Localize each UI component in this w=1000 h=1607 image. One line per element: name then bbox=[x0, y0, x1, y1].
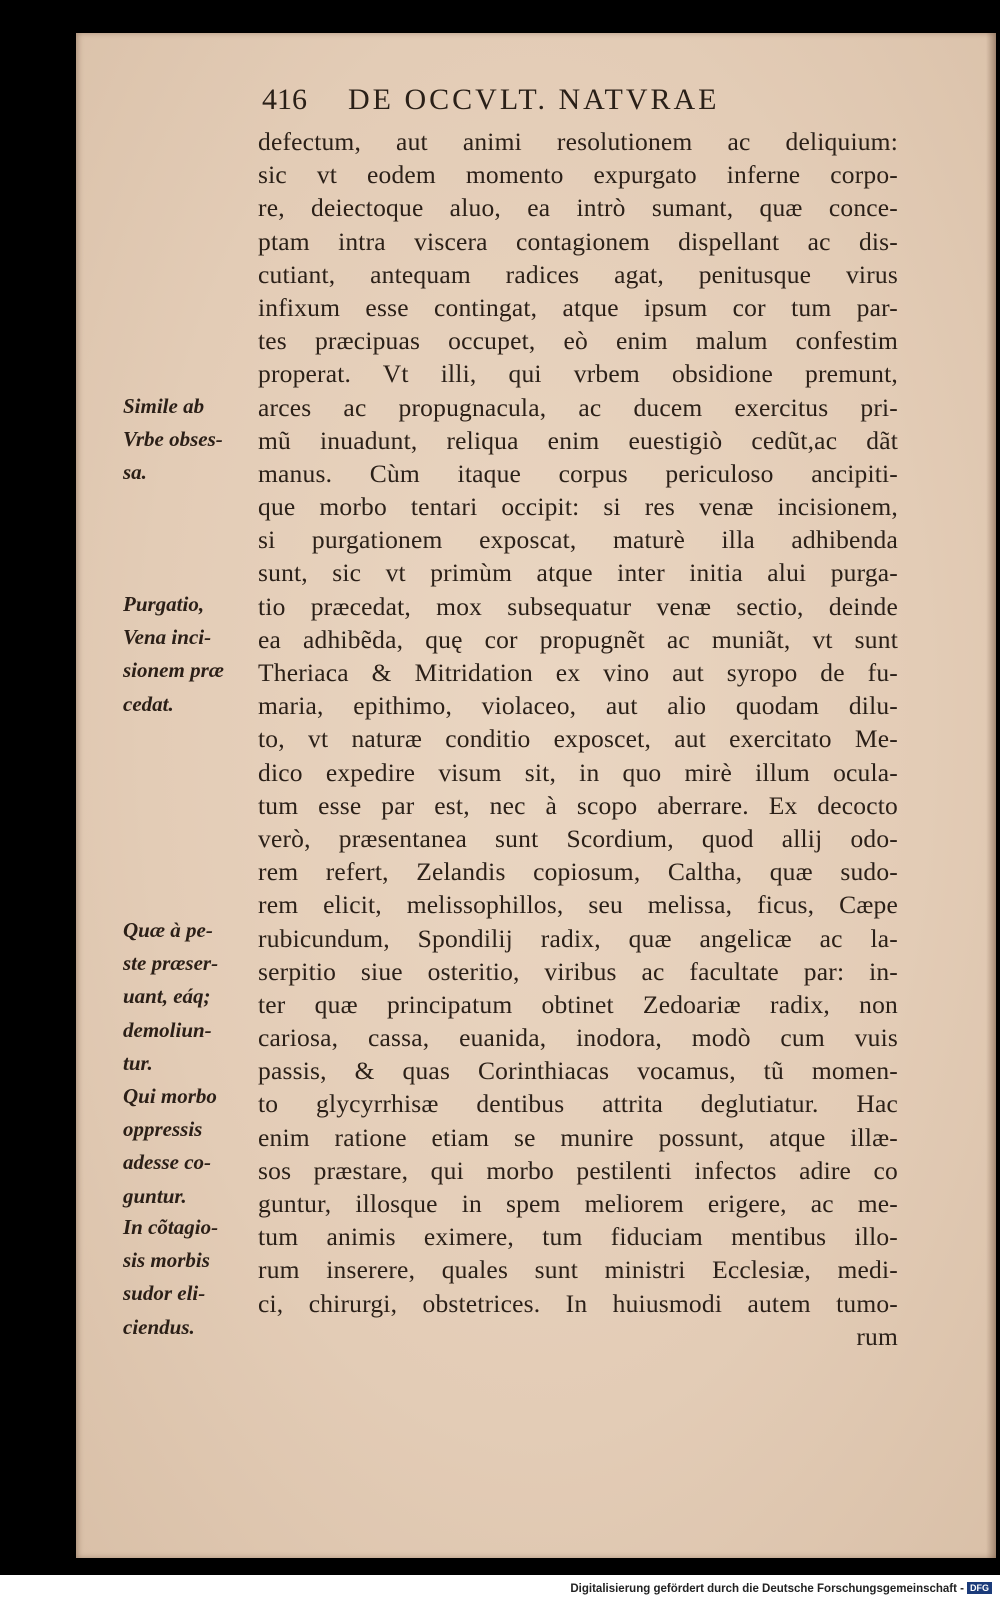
text-line: verò, præsentanea sunt Scordium, quod allij odo- bbox=[258, 823, 898, 853]
marginal-note-line: sionem præ bbox=[123, 658, 224, 683]
text-line: tum esse par est, nec à scopo aberrare. Ex decocto bbox=[258, 790, 898, 820]
text-line: arces ac propugnacula, ac ducem exercitus pri- bbox=[258, 392, 898, 422]
text-line: maria, epithimo, violaceo, aut alio quodam dilu- bbox=[258, 691, 898, 721]
text-line: to, vt naturæ conditio exposcet, aut exercitato Me- bbox=[258, 724, 898, 754]
marginal-note-line: sa. bbox=[123, 460, 147, 485]
text-line: defectum, aut animi resolutionem ac deliquium: bbox=[258, 127, 898, 156]
text-line: rum inserere, quales sunt ministri Ecclesiæ, medi- bbox=[258, 1255, 898, 1285]
text-line: guntur, illosque in spem meliorem erigere, ac me- bbox=[258, 1189, 898, 1218]
marginal-note-line: sudor eli- bbox=[123, 1281, 206, 1306]
text-line: si purgationem exposcat, maturè illa adhibenda bbox=[258, 525, 898, 555]
marginal-note-line: Purgatio, bbox=[123, 592, 205, 616]
footer-text: Digitalisierung gefördert durch die Deutsche Forschungsgemeinschaft - bbox=[570, 1583, 964, 1595]
text-line: rem refert, Zelandis copiosum, Caltha, quæ sudo- bbox=[258, 857, 898, 887]
marginal-note-purgatio bbox=[123, 588, 263, 721]
marginal-note-line: ste præser- bbox=[123, 951, 219, 976]
dfg-logo: DFG bbox=[967, 1582, 992, 1594]
text-line: sunt, sic vt primùm atque inter initia alui purga- bbox=[258, 558, 898, 588]
text-line: cutiant, antequam radices agat, penitusque virus bbox=[258, 259, 898, 289]
text-line: ci, chirurgi, obstetrices. In huiusmodi autem tumo- bbox=[258, 1288, 898, 1318]
text-line: to glycyrrhisæ dentibus attrita deglutiatur. Hac bbox=[258, 1089, 898, 1119]
marginal-note-line: demoliun- bbox=[123, 1017, 212, 1042]
main-text-block bbox=[258, 125, 898, 1353]
text-line: rubicundum, Spondilij radix, quæ angelicæ ac la- bbox=[258, 923, 898, 953]
marginal-note-line: tur. bbox=[123, 1050, 153, 1075]
text-line: cariosa, cassa, euanida, inodora, modò cum vuis bbox=[258, 1023, 898, 1053]
text-line: tum animis eximere, tum fiduciam mentibus illo- bbox=[258, 1222, 898, 1252]
text-line: serpitio siue osteritio, viribus ac facultate par: in- bbox=[258, 956, 898, 986]
text-line: infixum esse contingat, atque ipsum cor tum par- bbox=[258, 292, 898, 322]
text-line: re, deiectoque aluo, ea intrò sumant, quæ concе- bbox=[258, 193, 898, 223]
page-edge-shadow bbox=[986, 33, 996, 1558]
marginal-note-line: cedat. bbox=[123, 691, 174, 716]
text-line: rem elicit, melissophillos, seu melissa, ficus, Cæpe bbox=[258, 890, 898, 920]
marginal-note-qui-morbo bbox=[123, 1080, 263, 1213]
text-line: dico expedire visum sit, in quo mirè illum ocula- bbox=[258, 757, 898, 787]
text-line: manus. Cùm itaque corpus periculoso ancipiti- bbox=[258, 458, 898, 488]
text-line: rum bbox=[856, 1321, 898, 1351]
marginal-note-line: Qui morbo bbox=[123, 1084, 217, 1108]
page-number: 416 bbox=[262, 83, 307, 116]
marginal-note-line: Quæ à pe- bbox=[123, 918, 213, 942]
marginal-note-line: Vrbe obses- bbox=[123, 427, 223, 452]
text-line: ea adhibẽda, quę cor propugnẽt ac muniãt, vt sunt bbox=[258, 624, 898, 654]
footer-credit bbox=[0, 1582, 992, 1604]
running-title: DE OCCVLT. NATVRAE bbox=[348, 83, 720, 116]
text-line: Theriaca & Mitridation ex vino aut syropo de fu- bbox=[258, 658, 898, 687]
marginal-note-line: guntur. bbox=[123, 1183, 187, 1208]
text-line: passis, & quas Corinthiacas vocamus, tũ momen- bbox=[258, 1056, 898, 1086]
marginal-note-line: Vena inci- bbox=[123, 625, 212, 650]
marginal-note-in-contagiosis bbox=[123, 1211, 263, 1344]
marginal-note-line: ciendus. bbox=[123, 1314, 195, 1339]
marginal-note-line: uant, eáq; bbox=[123, 984, 211, 1009]
marginal-note-line: oppressis bbox=[123, 1117, 203, 1142]
marginal-note-line: adesse co- bbox=[123, 1150, 212, 1175]
text-line: sos præstare, qui morbo pestilenti infectos adire co bbox=[258, 1155, 898, 1185]
text-line: enim ratione etiam se munire possunt, atque illæ- bbox=[258, 1122, 898, 1152]
marginal-note-line: In cõtagio- bbox=[123, 1215, 219, 1239]
running-head bbox=[262, 83, 882, 127]
text-line: ptam intra viscera contagionem dispellant ac dis- bbox=[258, 226, 898, 256]
marginal-note-line: Simile ab bbox=[123, 394, 205, 418]
marginal-note-simile bbox=[123, 390, 263, 490]
marginal-note-line: sis morbis bbox=[123, 1248, 210, 1273]
text-line: tio præcedat, mox subsequatur venæ sectio, deinde bbox=[258, 591, 898, 621]
text-line: properat. Vt illi, qui vrbem obsidione premunt, bbox=[258, 359, 898, 389]
text-line: sic vt eodem momento expurgato inferne corpo- bbox=[258, 160, 898, 190]
text-line: que morbo tentari occipit: si res venæ incisionem, bbox=[258, 492, 898, 522]
text-line: mũ inuadunt, reliqua enim euestigiò cedũt,ac dãt bbox=[258, 425, 898, 455]
marginal-note-quae-peste bbox=[123, 914, 263, 1080]
text-line: tes præcipuas occupet, eò enim malum confestim bbox=[258, 326, 898, 356]
text-line: ter quæ principatum obtinet Zedoariæ radix, non bbox=[258, 989, 898, 1019]
